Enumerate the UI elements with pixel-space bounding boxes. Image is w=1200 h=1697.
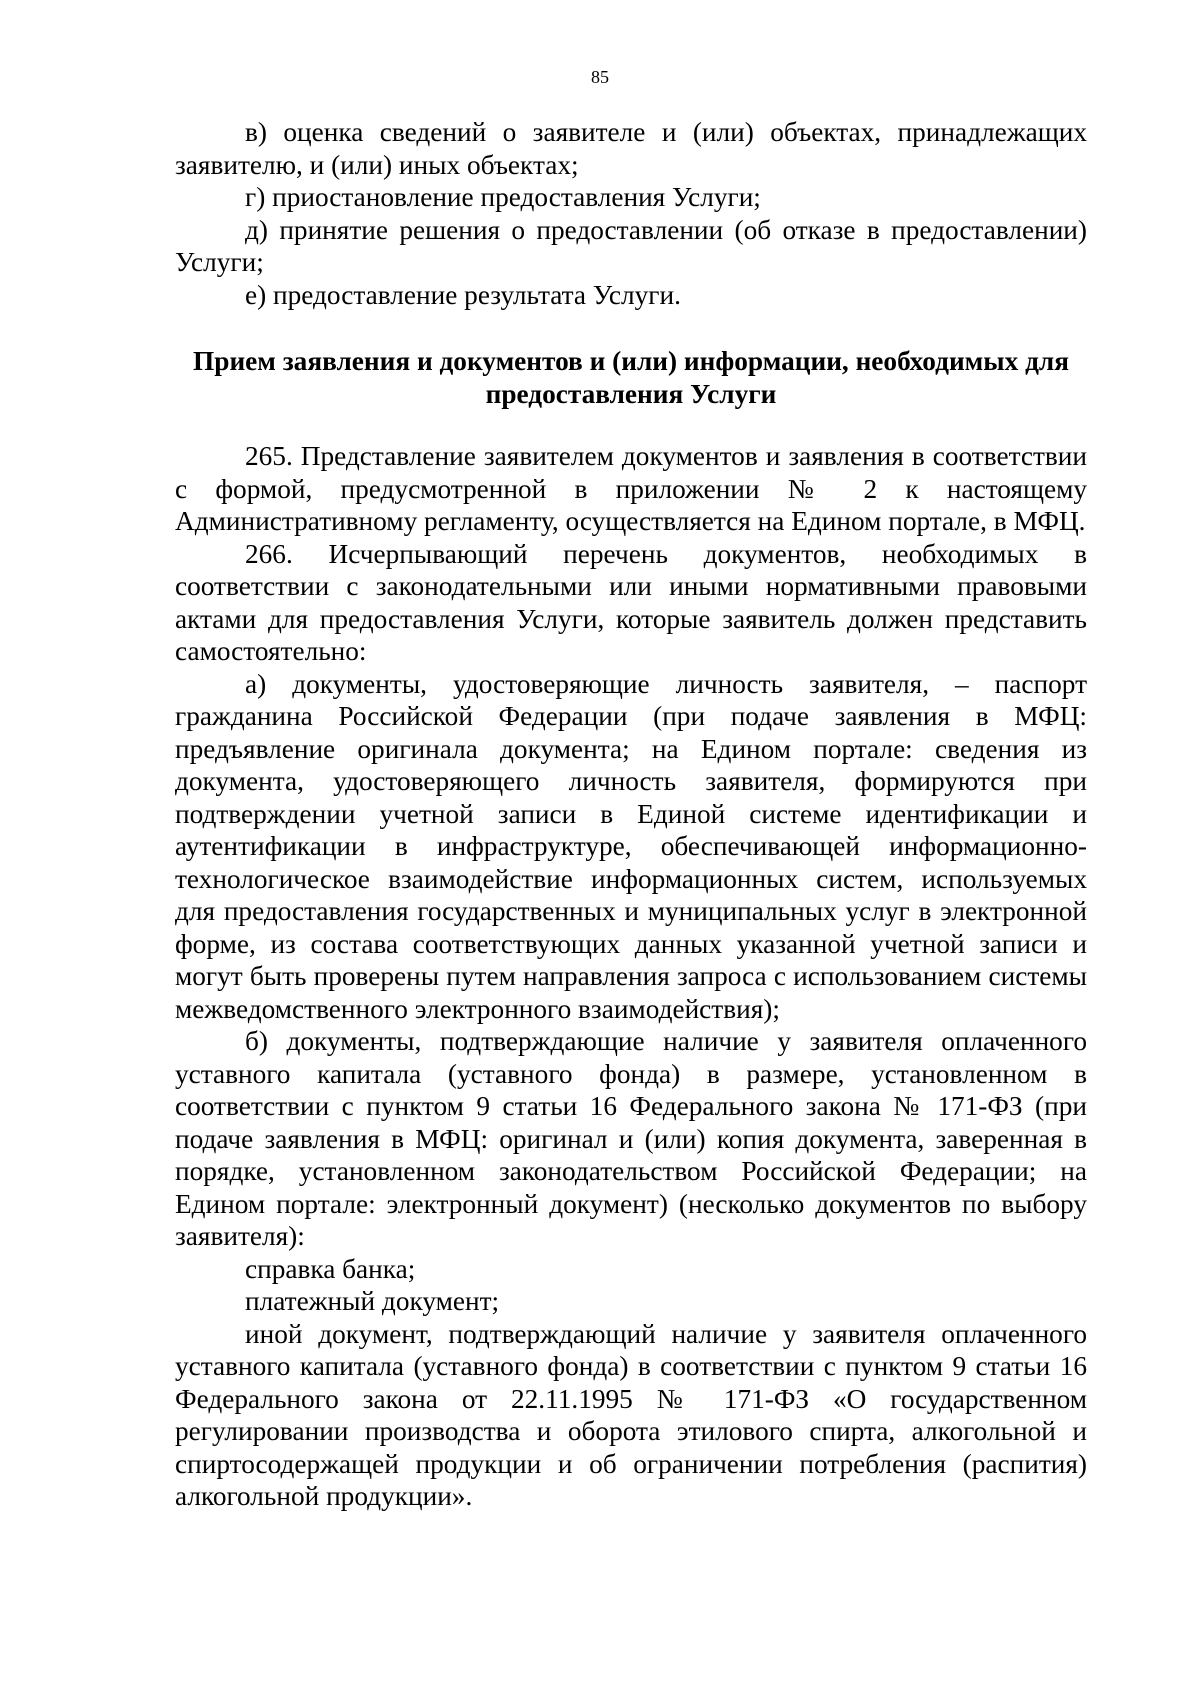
list-item-other-document: иной документ, подтверждающий наличие у заявителя оплаченного уставного капитала (уставного фонда) в соответствии с пунктом 9 статьи 16 Федерального закона от 22.11.1995 № 171-ФЗ «О государственном регулировании производства и оборота этилового спирта, алкогольной и спиртосодержащей продукции и об ограничении потребления (распития) алкогольной продукции». (175, 1318, 1087, 1511)
paragraph-266: 266. Исчерпывающий перечень документов, необходимых в соответствии с законодательными или иными нормативными правовыми актами для предоставления Услуги, которые заявитель должен представить самостоятельно: (175, 538, 1087, 666)
paragraph-266-b: б) документы, подтверждающие наличие у заявителя оплаченного уставного капитала (уставного фонда) в размере, установленном в соответствии с пунктом 9 статьи 16 Федерального закона № 171-ФЗ (при подаче заявления в МФЦ: оригинал и (или) копия документа, заверенная в порядке, установленном законодательством Российской Федерации; на Едином портале: электронный документ) (несколько документов по выбору заявителя): (175, 1026, 1087, 1251)
document-body (175, 116, 1087, 1513)
page-number: 85 (591, 67, 609, 87)
list-item-g: г) приостановление предоставления Услуги; (245, 182, 761, 212)
section-heading: Прием заявления и документов и (или) информации, необходимых для предоставления Услуги (193, 346, 1069, 409)
list-item-d: д) принятие решения о предоставлении (об отказе в предоставлении) Услуги; (175, 214, 1087, 277)
list-item-bank-statement: справка банка; (245, 1253, 416, 1284)
paragraph-266-a: а) документы, удостоверяющие личность заявителя, – паспорт гражданина Российской Федерации (при подаче заявления в МФЦ: предъявление оригинала документа; на Едином портале: сведения из документа, удостоверяющего личность заявителя, формируются при подтверждении учетной записи в Единой системе идентификации и аутентификации в инфраструктуре, обеспечивающей информационно-технологическое взаимодействие информационных систем, используемых для предоставления государственных и муниципальных услуг в электронной форме, из состава соответствующих данных указанной учетной записи и могут быть проверены путем направления запроса с использованием системы межведомственного электронного взаимодействия); (175, 668, 1087, 1024)
list-item-e: е) предоставление результата Услуги. (245, 279, 681, 310)
list-item-payment-document: платежный документ; (245, 1286, 500, 1316)
list-item-v: в) оценка сведений о заявителе и (или) объектах, принадлежащих заявителю, и (или) иных объектах; (175, 117, 1087, 180)
paragraph-265: 265. Представление заявителем документов и заявления в соответствии с формой, предусмотренной в приложении № 2 к настоящему Административному регламенту, осуществляется на Едином портале, в МФЦ. (175, 441, 1087, 536)
